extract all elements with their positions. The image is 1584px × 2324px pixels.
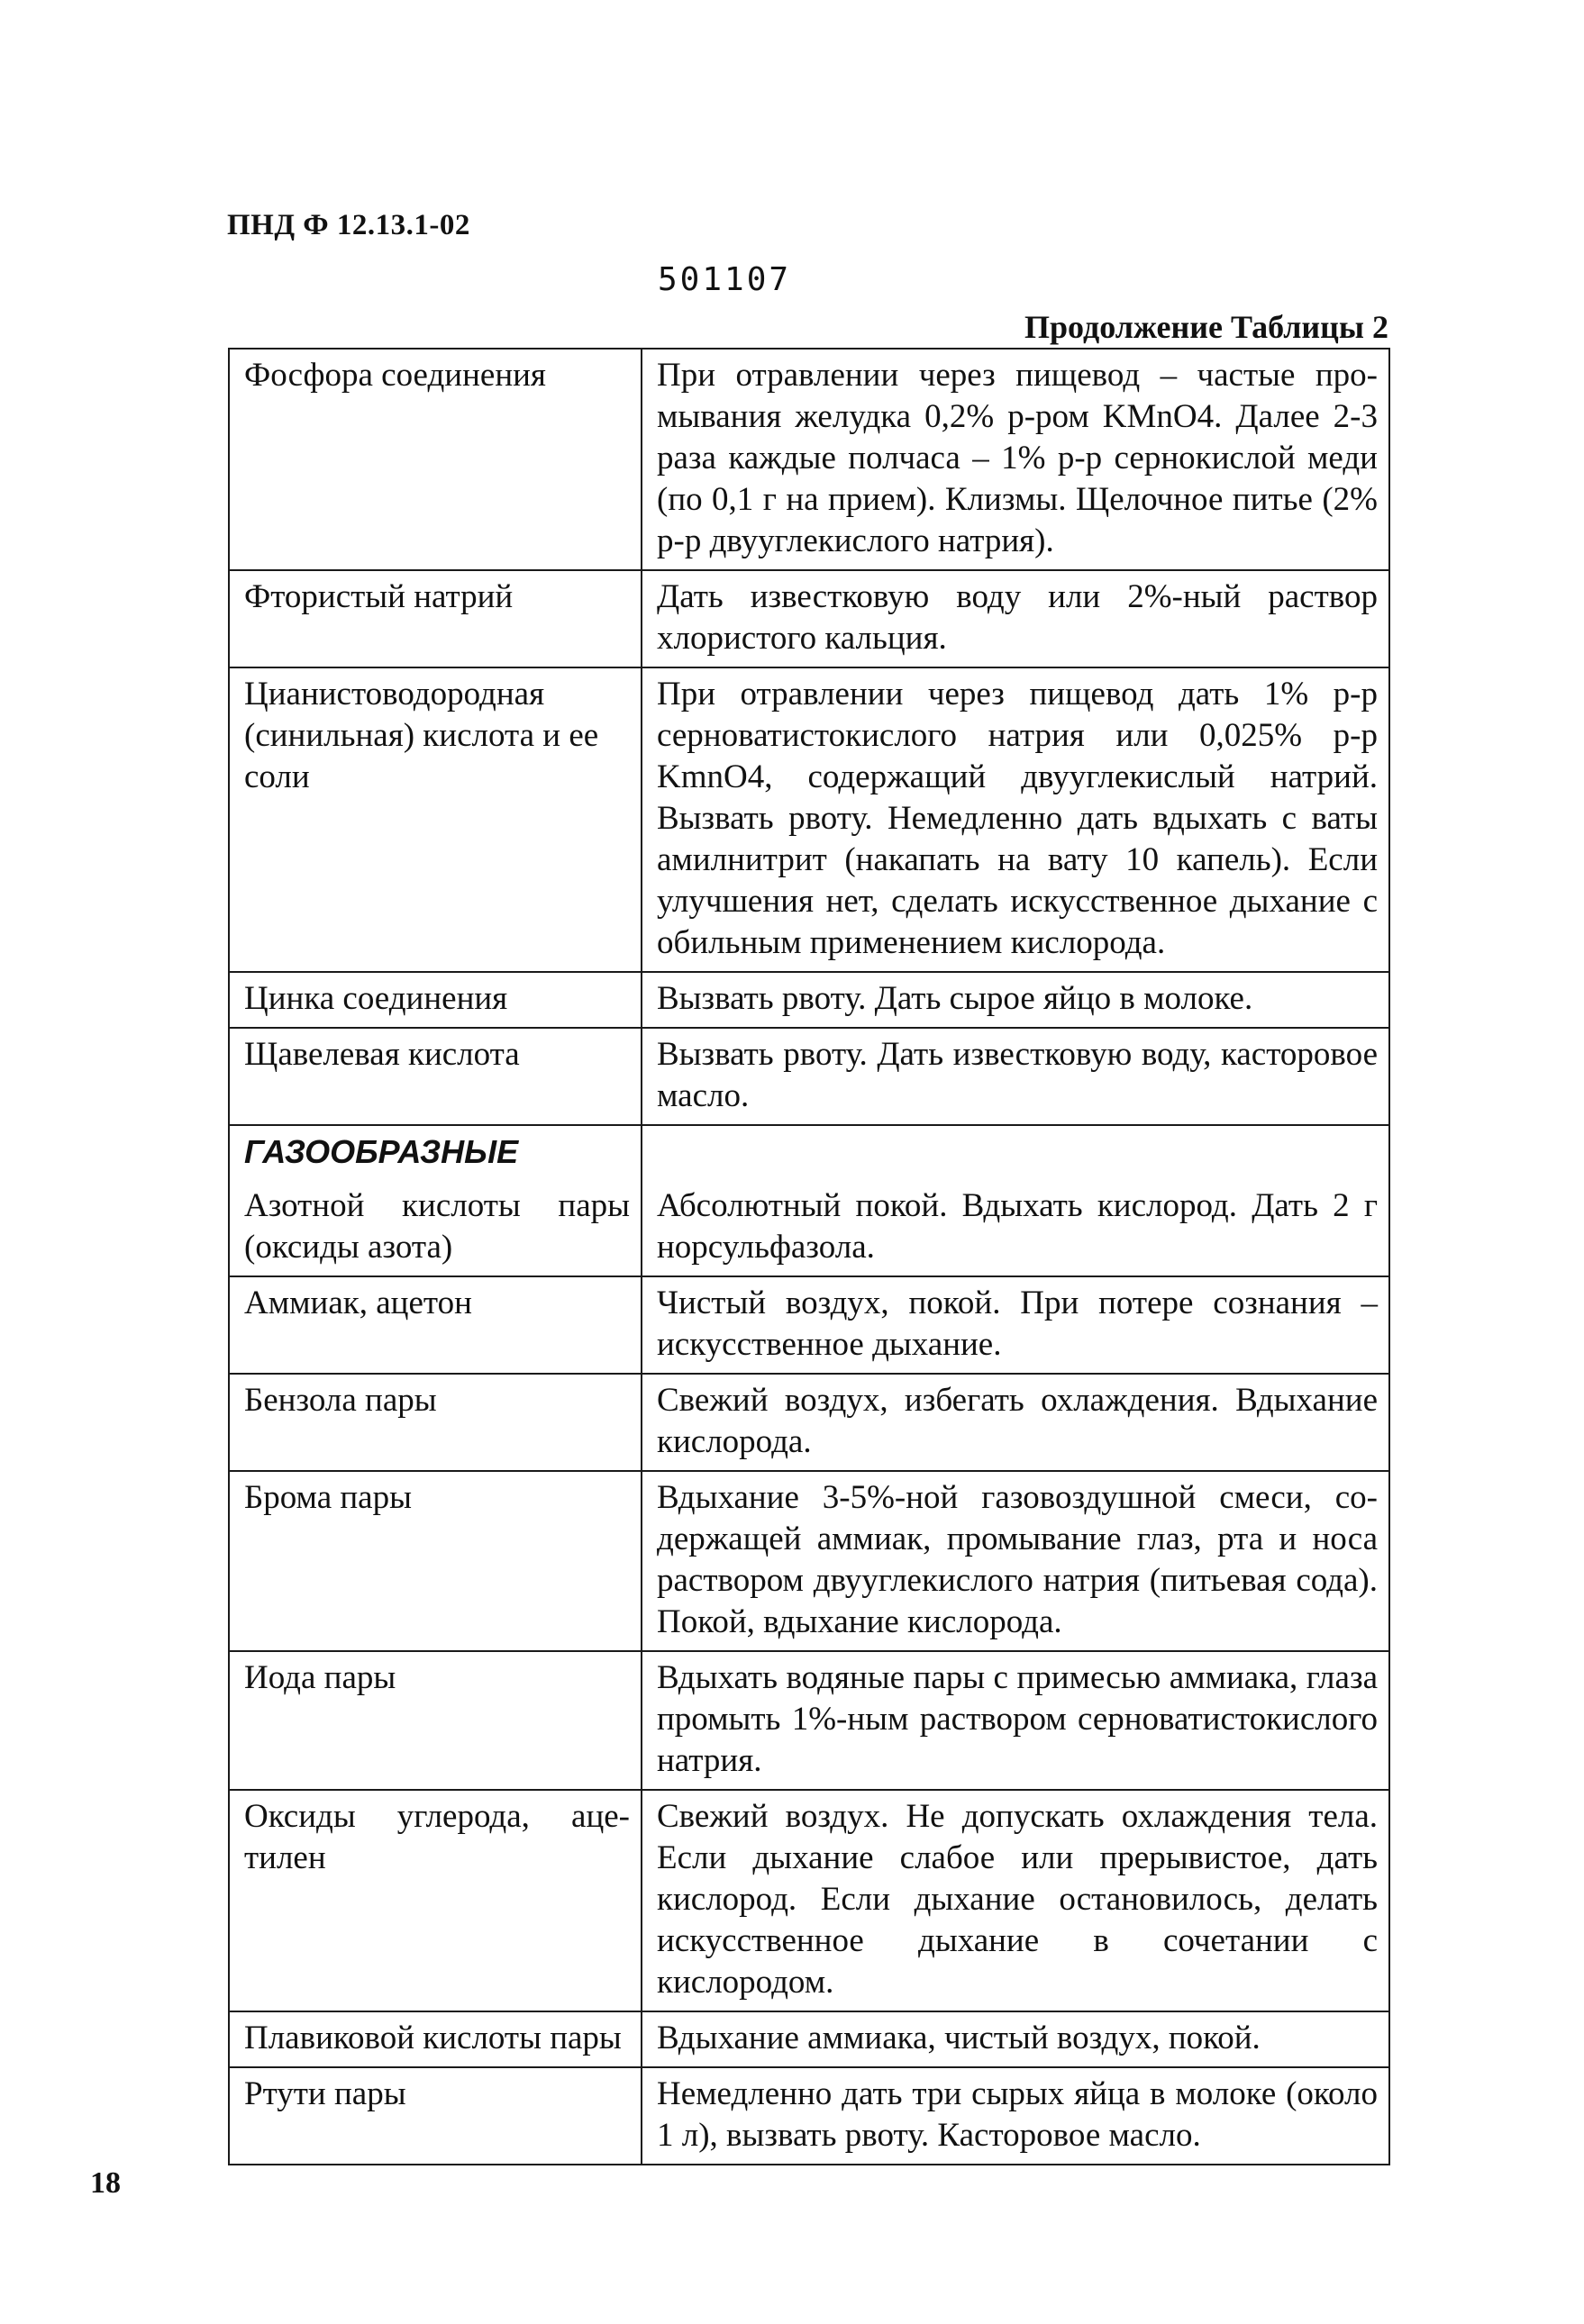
document-code: ПНД Ф 12.13.1-02 [227,209,470,241]
table-row [229,2011,1389,2067]
substance-cell: Плавиковой кислоты пары [229,2011,642,2067]
table-row [229,667,1389,972]
remedy-cell: Вызвать рвоту. Дать сырое яйцо в молоке. [642,972,1389,1028]
remedy-cell: Дать известковую воду или 2%-ный раствор хлористого кальция. [642,570,1389,667]
table-row [229,1374,1389,1471]
table-body [229,349,1389,2165]
remedy-cell: Абсолютный покой. Вдыхать кислород. Дать 2 г норсульфазола. [642,1180,1389,1276]
substance-cell: Ртути пары [229,2067,642,2165]
table-row [229,1276,1389,1374]
substance-cell: Оксиды углерода, ацетилен [229,1790,642,2011]
substance-cell: Бензола пары [229,1374,642,1471]
substance-cell: Иода пары [229,1651,642,1790]
table-row [229,349,1389,570]
substance-cell: Брома пары [229,1471,642,1651]
substance-cell: Азотной кислоты пары (оксиды азота) [229,1180,642,1276]
remedy-cell: Свежий воздух, избегать охлаждения. Вдыхание кислорода. [642,1374,1389,1471]
section-empty-cell [642,1125,1389,1180]
substance-cell: Цинка соединения [229,972,642,1028]
table-continuation-caption: Продолжение Таблицы 2 [1024,309,1388,345]
remedy-cell: Вызвать рвоту. Дать известковую воду, касторовое масло. [642,1028,1389,1125]
remedy-cell: Вдыхание аммиака, чистый воздух, покой. [642,2011,1389,2067]
substance-cell: Фтористый натрий [229,570,642,667]
section-heading: ГАЗООБРАЗНЫЕ [229,1125,642,1180]
table-row [229,2067,1389,2165]
section-row [229,1125,1389,1180]
remedy-cell: Вдыхать водяные пары с примесью аммиака, глаза промыть 1%-ным раствором серноватистокислого натрия. [642,1651,1389,1790]
remedy-cell: Чистый воздух, покой. При потере сознания – искусственное дыхание. [642,1276,1389,1374]
table-row [229,1180,1389,1276]
substance-cell: Цианистоводородная (синильная) кислота и ее соли [229,667,642,972]
table-row [229,1028,1389,1125]
table-row [229,570,1389,667]
substance-cell: Щавелевая кислота [229,1028,642,1125]
remedy-cell: Немедленно дать три сырых яйца в молоке (около 1 л), вызвать рвоту. Касторовое масло. [642,2067,1389,2165]
remedy-cell: Вдыхание 3-5%-ной газовоздушной смеси, содержащей аммиак, промывание глаз, рта и носа раствором двууглекислого натрия (питьевая сода). Покой, вдыхание кислорода. [642,1471,1389,1651]
remedy-cell: Свежий воздух. Не допускать охлаждения тела. Если дыхание слабое или прерывистое, дать кислород. Если дыхание остановилось, делать искусственное дыхание в сочетании с кислородом. [642,1790,1389,2011]
substance-cell: Фосфора соединения [229,349,642,570]
remedy-cell: При отравлении через пищевод – частые промывания желудка 0,2% р-ром KMnO4. Далее 2-3 раза каждые полчаса – 1% р-р сернокислой меди (по 0,1 г на прием). Клизмы. Щелочное питье (2% р-р двууглекислого натрия). [642,349,1389,570]
substance-cell: Аммиак, ацетон [229,1276,642,1374]
remedy-cell: При отравлении через пищевод дать 1% р-р серноватистокислого натрия или 0,025% р-р KmnO4, содержащий двууглекислый натрий. Вызвать рвоту. Немедленно дать вдыхать с ваты амилнитрит (накапать на вату 10 капель). Если улучшения нет, сделать искусственное дыхание с обильным применением кислорода. [642,667,1389,972]
stamp-number: 501107 [658,261,792,298]
table-row [229,1471,1389,1651]
table-row [229,1651,1389,1790]
table-row [229,972,1389,1028]
first-aid-table [228,348,1390,2165]
table-row [229,1790,1389,2011]
page-number: 18 [90,2166,121,2200]
